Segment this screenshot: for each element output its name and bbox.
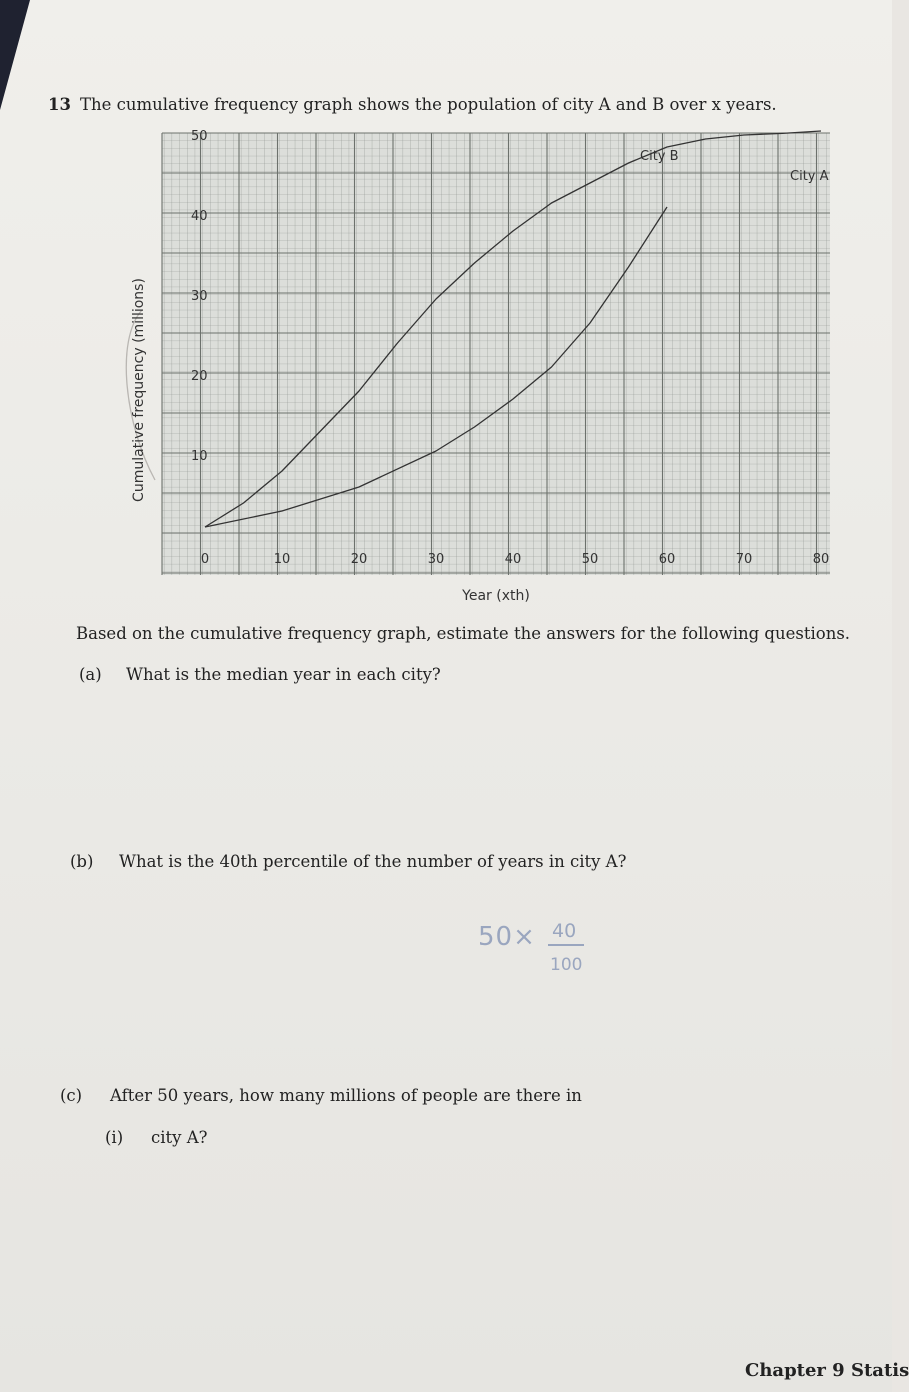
part-a-label: (a) [79,665,102,684]
y-tick-label: 10 [191,449,208,464]
part-c-text: After 50 years, how many millions of people are there in [110,1086,582,1105]
x-axis-label: Year (xth) [462,588,530,604]
part-a-text: What is the median year in each city? [126,665,441,684]
part-c-i-text: city A? [151,1128,208,1147]
y-tick-label: 40 [191,209,208,224]
x-tick-label: 40 [504,552,522,567]
y-tick-label: 30 [191,289,208,304]
x-tick-label: 70 [735,552,753,567]
x-tick-label: 20 [350,552,368,567]
series-label-city-b: City B [640,149,679,164]
y-tick-label: 20 [191,369,208,384]
grid-minor-lines [162,133,830,575]
y-tick-label: 50 [191,129,208,144]
graph-svg [110,125,850,615]
handwritten-denominator: 100 [550,955,583,975]
x-tick-label: 0 [200,552,210,567]
handwritten-numerator: 40 [552,920,577,942]
question-stem: The cumulative frequency graph shows the population of city A and B over x years. [80,95,777,114]
part-b-label: (b) [70,852,94,871]
x-tick-label: 50 [581,552,599,567]
handwritten-multiplier: 50× [478,922,536,952]
part-b-text: What is the 40th percentile of the number of years in city A? [119,852,627,871]
chapter-footer: Chapter 9 Statis [745,1360,909,1381]
x-tick-label: 10 [273,552,291,567]
question-number: 13 [48,95,71,114]
x-tick-label: 60 [658,552,676,567]
x-tick-label: 30 [427,552,445,567]
background-corner [0,0,30,110]
cumulative-frequency-graph [110,125,850,615]
y-axis-label: Cumulative frequency (millions) [131,278,147,502]
part-c-label: (c) [60,1086,83,1105]
series-label-city-a: City A [790,169,829,184]
part-c-i-label: (i) [105,1128,124,1147]
instructions: Based on the cumulative frequency graph, estimate the answers for the following questions. [76,624,851,643]
handwritten-fraction-bar [548,944,584,946]
x-tick-label: 80 [812,552,830,567]
